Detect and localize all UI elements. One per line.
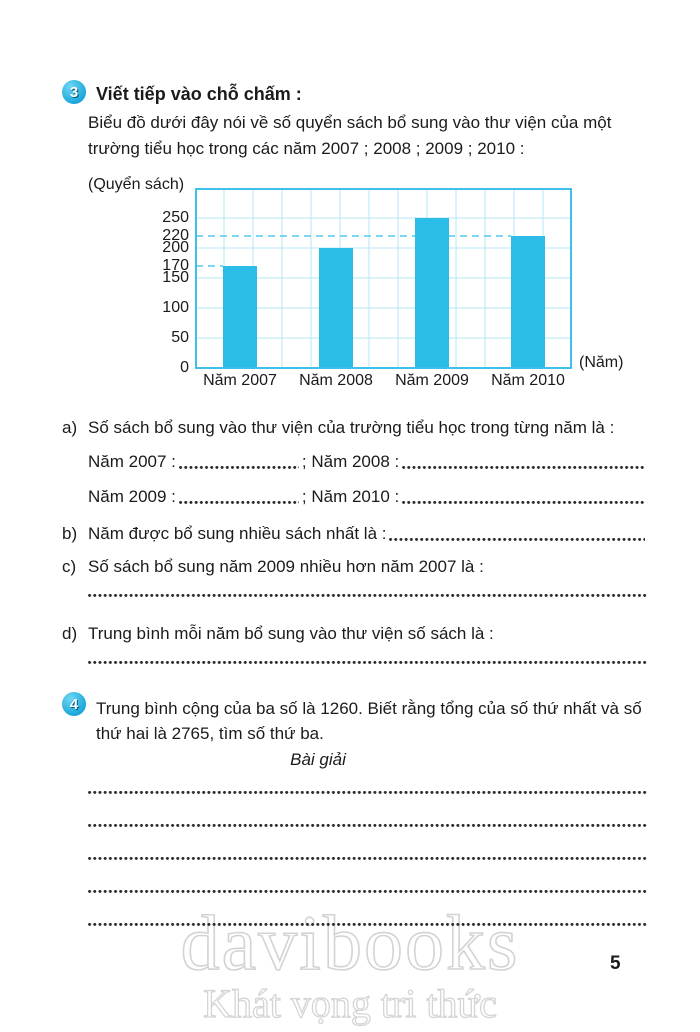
question-c-label: c) <box>62 557 77 576</box>
answer-blank-2010 <box>402 500 645 505</box>
problem3-title: Viết tiếp vào chỗ chấm : <box>96 84 302 104</box>
problem4-badge <box>62 692 86 716</box>
answer-blank-2009 <box>179 500 299 505</box>
question-b-label: b) <box>62 524 78 543</box>
y-tick-0: 0 <box>180 359 189 376</box>
problem4-number: 4 <box>62 692 86 716</box>
question-d-text: Trung bình mỗi năm bổ sung vào thư viện số sách là : <box>88 624 494 643</box>
x-category-Năm 2010: Năm 2010 <box>491 372 565 389</box>
answer-blank-2008 <box>402 465 645 470</box>
y-tick-170: 170 <box>162 257 189 274</box>
question-b-text: Năm được bổ sung nhiều sách nhất là : <box>88 524 387 543</box>
chart-x-axis-label: (Năm) <box>579 354 624 371</box>
solution-line-2 <box>88 823 648 828</box>
solution-line-4 <box>88 889 648 894</box>
answer-blank-c <box>88 593 648 598</box>
question-d <box>62 624 648 644</box>
answer-label-2008: ; Năm 2008 : <box>301 452 400 471</box>
y-tick-100: 100 <box>162 299 189 316</box>
watermark-logo-text: davibooks <box>180 899 520 986</box>
bar-chart <box>88 176 648 406</box>
question-c <box>62 557 648 577</box>
y-tick-200: 200 <box>162 239 189 256</box>
chart-bar-Năm 2008 <box>319 248 353 368</box>
y-tick-50: 50 <box>171 329 189 346</box>
question-a-text: Số sách bổ sung vào thư viện của trường tiểu học trong từng năm là : <box>88 418 615 437</box>
solution-heading: Bài giải <box>290 750 346 769</box>
answer-label-2010: ; Năm 2010 : <box>301 487 400 506</box>
question-a <box>62 418 654 438</box>
answer-label-2009: Năm 2009 : <box>88 487 176 506</box>
solution-line-5 <box>88 922 648 927</box>
x-category-Năm 2007: Năm 2007 <box>203 372 277 389</box>
y-tick-250: 250 <box>162 209 189 226</box>
answer-blank-d <box>88 660 648 665</box>
question-b <box>62 524 648 544</box>
question-c-text: Số sách bổ sung năm 2009 nhiều hơn năm 2007 là : <box>88 557 484 576</box>
answer-label-2007: Năm 2007 : <box>88 452 176 471</box>
problem4-text: Trung bình cộng của ba số là 1260. Biết rằng tổng của số thứ nhất và số thứ hai là 2765, tìm số thứ ba. <box>96 699 642 743</box>
problem3-badge <box>62 80 86 104</box>
watermark-slogan: Khát vọng tri thức <box>203 981 497 1026</box>
y-tick-220: 220 <box>162 227 189 244</box>
answer-blank-2007 <box>179 465 299 470</box>
problem3-number: 3 <box>62 80 86 104</box>
answer-blank-b <box>389 537 645 542</box>
solution-line-1 <box>88 790 648 795</box>
solution-line-3 <box>88 856 648 861</box>
chart-bar-Năm 2009 <box>415 218 449 368</box>
page-number: 5 <box>610 953 621 974</box>
chart-plot-area <box>195 188 572 369</box>
question-a-label: a) <box>62 418 78 437</box>
problem3-intro: Biểu đồ dưới đây nói về số quyển sách bổ sung vào thư viện của một trường tiểu học trong các năm 2007 ; 2008 ; 2009 ; 2010 : <box>88 113 612 158</box>
x-category-Năm 2009: Năm 2009 <box>395 372 469 389</box>
chart-y-axis-label: (Quyển sách) <box>88 176 185 193</box>
x-category-Năm 2008: Năm 2008 <box>299 372 373 389</box>
y-tick-150: 150 <box>162 269 189 286</box>
chart-bar-Năm 2007 <box>223 266 257 368</box>
answer-row-2007-2008 <box>88 452 648 472</box>
answer-row-2009-2010 <box>88 487 648 507</box>
question-d-label: d) <box>62 624 78 643</box>
chart-bar-Năm 2010 <box>511 236 545 368</box>
